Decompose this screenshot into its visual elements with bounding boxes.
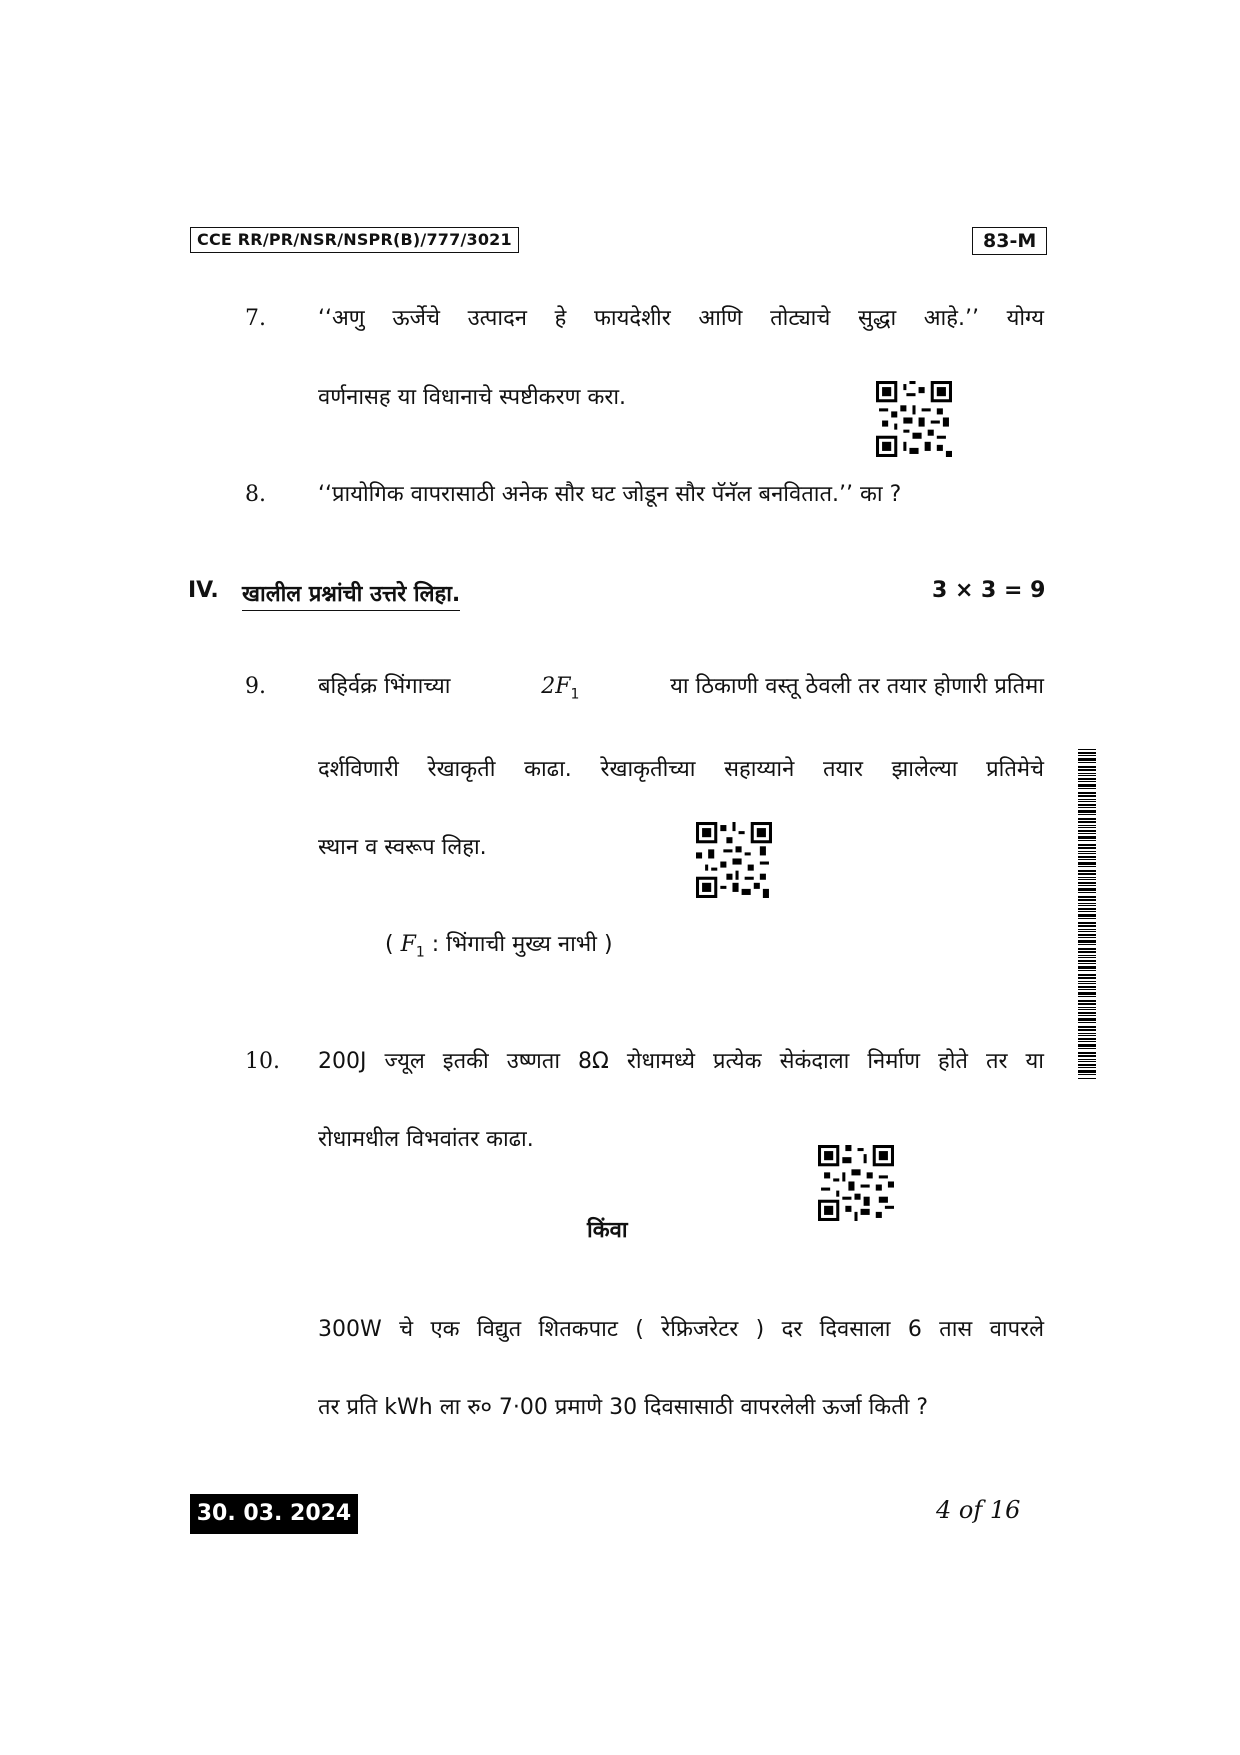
barcode-bar <box>1078 840 1096 841</box>
barcode-bar <box>1078 1000 1096 1002</box>
barcode-bar <box>1078 1055 1096 1057</box>
q8-line1: ‘‘प्रायोगिक वापरासाठी अनेक सौर घट जोडून सौर पॅनॅल बनवितात.’’ का ? <box>318 482 902 507</box>
barcode-bar <box>1078 1041 1096 1042</box>
barcode-bar <box>1078 955 1096 956</box>
barcode-bar <box>1078 1067 1096 1068</box>
barcode-bar <box>1078 1029 1096 1031</box>
barcode-bar <box>1078 784 1096 787</box>
barcode-bar <box>1078 853 1096 854</box>
barcode-bar <box>1078 957 1096 958</box>
barcode-bar <box>1078 986 1096 988</box>
barcode-bar <box>1078 1052 1096 1054</box>
q10-alt-line2: तर प्रति kWh ला रु० 7·00 प्रमाणे 30 दिवसासाठी वापरलेली ऊर्जा किती ? <box>318 1395 929 1420</box>
barcode-bar <box>1078 1026 1096 1028</box>
or-label: किंवा <box>587 1218 628 1243</box>
barcode-bar <box>1078 903 1096 904</box>
barcode-bar <box>1078 908 1096 910</box>
barcode-bar <box>1078 963 1096 964</box>
q9-note-text: : भिंगाची मुख्य नाभी ) <box>431 932 613 957</box>
barcode-bar <box>1078 781 1096 782</box>
barcode-bar <box>1078 862 1096 865</box>
barcode-bar <box>1078 1074 1096 1075</box>
barcode-bar <box>1078 892 1096 893</box>
barcode-bar <box>1078 877 1096 878</box>
barcode-bar <box>1078 1003 1096 1005</box>
q9-note-sub: 1 <box>415 944 425 961</box>
barcode-bar <box>1078 996 1096 997</box>
barcode-bar <box>1078 929 1096 930</box>
q10-line2: रोधामधील विभवांतर काढा. <box>318 1127 534 1152</box>
barcode-bar <box>1078 795 1096 797</box>
q9-symbol-text: 2F <box>541 674 571 699</box>
barcode-bar <box>1078 960 1096 962</box>
barcode-bar <box>1078 1048 1096 1049</box>
barcode-bar <box>1078 981 1096 982</box>
barcode-bar <box>1078 983 1096 984</box>
q9-line2: दर्शविणारी रेखाकृती काढा. रेखाकृतीच्या सहाय्याने तयार झालेल्या प्रतिमेचे <box>318 757 1044 782</box>
section-number: IV. <box>188 578 219 603</box>
q7-line2: वर्णनासह या विधानाचे स्पष्टीकरण करा. <box>318 385 627 410</box>
q9-note-open: ( <box>385 932 394 957</box>
barcode-bar <box>1078 752 1096 754</box>
q9-number: 9. <box>245 674 266 699</box>
paper-code: 83-M <box>972 227 1047 255</box>
barcode-bar <box>1078 1064 1096 1066</box>
barcode-bar <box>1078 801 1096 802</box>
barcode-bar <box>1078 847 1096 849</box>
barcode-bar <box>1078 859 1096 860</box>
q9-note <box>385 930 613 967</box>
barcode-bar <box>1078 970 1096 971</box>
q9-symbol-sub: 1 <box>570 686 580 703</box>
q9-note-symbol: F <box>400 932 416 957</box>
barcode-bar <box>1078 866 1096 867</box>
barcode-bar <box>1078 792 1096 794</box>
barcode-bar <box>1078 934 1096 936</box>
barcode-bar <box>1078 873 1096 875</box>
barcode-bar <box>1078 851 1096 852</box>
qr-code-icon <box>876 381 952 457</box>
barcode-bar <box>1078 896 1096 898</box>
barcode-bar <box>1078 799 1096 800</box>
barcode-bar <box>1078 885 1096 886</box>
barcode-bar <box>1078 804 1096 806</box>
barcode-bar <box>1078 1033 1096 1034</box>
barcode-bar <box>1078 1009 1096 1010</box>
barcode-bar <box>1078 775 1096 776</box>
barcode-bar <box>1078 882 1096 884</box>
barcode-bar <box>1078 856 1096 858</box>
barcode-bar <box>1078 1022 1096 1023</box>
barcode-bar <box>1078 977 1096 979</box>
barcode-bar <box>1078 778 1096 780</box>
barcode-bar <box>1078 1015 1096 1016</box>
barcode-bar <box>1078 931 1096 932</box>
barcode-bar <box>1078 749 1096 750</box>
barcode-bar <box>1078 810 1096 813</box>
barcode-bar <box>1078 825 1096 826</box>
barcode-bar <box>1078 844 1096 846</box>
barcode-bar <box>1078 1059 1096 1060</box>
barcode-icon <box>1078 749 1096 1079</box>
barcode-bar <box>1078 937 1096 938</box>
barcode-bar <box>1078 821 1096 823</box>
barcode-bar <box>1078 888 1096 891</box>
q9-line1-a: बहिर्वक्र भिंगाच्या <box>318 674 451 699</box>
barcode-bar <box>1078 989 1096 990</box>
q9-line3: स्थान व स्वरूप लिहा. <box>318 835 487 860</box>
barcode-bar <box>1078 1018 1096 1021</box>
q9-symbol <box>541 672 579 709</box>
barcode-bar <box>1078 769 1096 771</box>
barcode-bar <box>1078 814 1096 815</box>
barcode-bar <box>1078 755 1096 756</box>
barcode-bar <box>1078 940 1096 943</box>
barcode-bar <box>1078 807 1096 808</box>
barcode-bar <box>1078 966 1096 969</box>
barcode-bar <box>1078 1061 1096 1062</box>
barcode-bar <box>1078 911 1096 912</box>
barcode-bar <box>1078 833 1096 834</box>
section-marks: 3 × 3 = 9 <box>932 578 1046 603</box>
barcode-bar <box>1078 879 1096 880</box>
barcode-bar <box>1078 773 1096 774</box>
barcode-bar <box>1078 914 1096 917</box>
barcode-bar <box>1078 918 1096 919</box>
barcode-bar <box>1078 1007 1096 1008</box>
barcode-bar <box>1078 1012 1096 1014</box>
barcode-bar <box>1078 766 1096 768</box>
barcode-bar <box>1078 948 1096 950</box>
barcode-bar <box>1078 951 1096 953</box>
barcode-bar <box>1078 922 1096 924</box>
barcode-bar <box>1078 992 1096 995</box>
barcode-bar <box>1078 788 1096 789</box>
barcode-bar <box>1078 1035 1096 1036</box>
barcode-bar <box>1078 899 1096 901</box>
barcode-bar <box>1078 1038 1096 1040</box>
barcode-bar <box>1078 870 1096 872</box>
q9-line1-b: या ठिकाणी वस्तू ठेवली तर तयार होणारी प्रतिमा <box>670 674 1044 699</box>
barcode-bar <box>1078 827 1096 828</box>
barcode-bar <box>1078 1044 1096 1047</box>
barcode-bar <box>1078 905 1096 906</box>
barcode-bar <box>1078 974 1096 976</box>
q10-number: 10. <box>245 1049 280 1074</box>
barcode-bar <box>1078 1070 1096 1073</box>
q10-alt-line1: 300W चे एक विद्युत शितकपाट ( रेफ्रिजरेटर ) दर दिवसाला 6 तास वापरले <box>318 1317 1044 1342</box>
q7-line1: ‘‘अणु ऊर्जेचे उत्पादन हे फायदेशीर आणि तोट्याचे सुद्धा आहे.’’ योग्य <box>318 306 1044 331</box>
qr-code-icon <box>818 1145 894 1221</box>
barcode-bar <box>1078 762 1096 763</box>
q10-line1: 200J ज्यूल इतकी उष्णता 8Ω रोधामध्ये प्रत्येक सेकंदाला निर्माण होते तर या <box>318 1049 1044 1074</box>
q9-line1 <box>318 672 1044 709</box>
page-number: 4 of 16 <box>936 1496 1021 1524</box>
barcode-bar <box>1078 944 1096 945</box>
exam-date: 30. 03. 2024 <box>190 1494 358 1534</box>
exam-code: CCE RR/PR/NSR/NSPR(B)/777/3021 <box>190 227 519 253</box>
barcode-bar <box>1078 818 1096 820</box>
barcode-bar <box>1078 925 1096 927</box>
barcode-bar <box>1078 758 1096 761</box>
barcode-bar <box>1078 1078 1096 1079</box>
qr-code-icon <box>696 822 772 898</box>
q8-number: 8. <box>245 482 266 507</box>
q7-number: 7. <box>245 306 266 331</box>
barcode-bar <box>1078 836 1096 839</box>
barcode-bar <box>1078 830 1096 832</box>
section-title: खालील प्रश्नांची उत्तरे लिहा. <box>242 578 460 611</box>
